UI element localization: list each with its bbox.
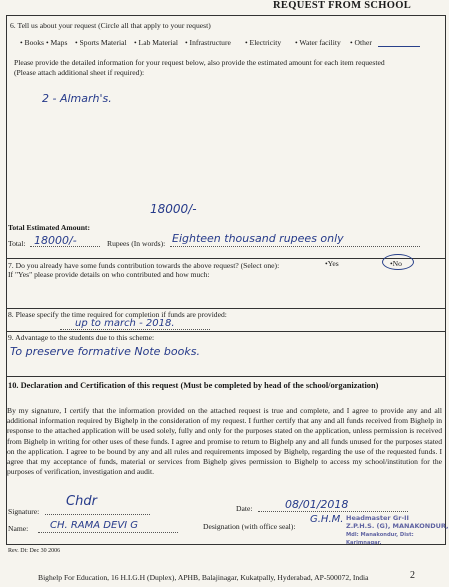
signature-label: Signature: [8, 507, 40, 516]
signature-value: Chdr [66, 494, 97, 509]
section8-question: 8. Please specify the time required for completion if funds are provided: [8, 310, 227, 319]
option-yes: •Yes [325, 259, 339, 268]
signature-line [45, 514, 150, 515]
category-lab-material: • Lab Material [134, 38, 178, 47]
page-number: 2 [410, 570, 415, 581]
section6-heading: 6. Tell us about your request (Circle all that apply to your request) [10, 21, 211, 30]
category-other: • Other [350, 38, 372, 47]
section8-answer: up to march - 2018. [75, 318, 175, 329]
requested-amount-handwritten: 18000/- [150, 202, 197, 216]
section7-question: 7. Do you already have some funds contribution towards the above request? (Select one): [8, 261, 280, 270]
designation-label: Designation (with office seal): [203, 522, 296, 531]
date-value: 08/01/2018 [285, 498, 349, 511]
requested-items-handwritten: 2 - Almarh's. [42, 92, 112, 105]
no-circle-mark [382, 254, 414, 270]
category-books: • Books [20, 38, 44, 47]
form-title: REQUEST FROM SCHOOL [273, 0, 411, 11]
category-sports-material: • Sports Material [75, 38, 127, 47]
total-heading: Total Estimated Amount: [8, 223, 90, 232]
total-label: Total: [8, 239, 26, 248]
section10-heading: 10. Declaration and Certification of this request (Must be completed by head of the school/organization) [8, 381, 379, 390]
name-label: Name: [8, 524, 29, 533]
total-line [30, 246, 100, 247]
section9-answer: To preserve formative Note books. [10, 345, 200, 358]
seal-line-1: Headmaster Gr-II [346, 514, 409, 522]
total-value: 18000/- [34, 234, 77, 247]
category-water-facility: • Water facility [295, 38, 341, 47]
date-label: Date: [236, 504, 253, 513]
category-infrastructure: • Infrastructure [185, 38, 231, 47]
category-maps: • Maps [46, 38, 68, 47]
option-no: •No [390, 259, 402, 268]
instructions-line-1: Please provide the detailed information for your request below, also provide the estimated amount for each item requested [14, 58, 385, 67]
divider-7 [6, 258, 446, 259]
seal-line-2: Z.P.H.S. (G), MANAKONDUR, [346, 522, 449, 531]
words-line [170, 246, 420, 247]
name-value: CH. RAMA DEVI G [50, 520, 139, 531]
instructions-line-2: (Please attach additional sheet if required): [14, 68, 145, 77]
date-line [258, 511, 408, 512]
section8-line [60, 329, 210, 330]
office-seal [346, 514, 449, 548]
declaration-text: By my signature, I certify that the information provided on the attached request is true and complete, and I agree to provide any and all additional information required by Bighelp in the consideration of my request. I further certify that any and all funds received from Bighelp in response to the attached application will be used solely, fully and only for the purposes stated on the application, unless permission is received from Bighelp in writing for other uses of these funds. I agree and promise to return to Bighelp any and all funds unused for the purposes stated on the application. I agree to be bound by any and all rules and requirements imposed by Bighelp, regarding the use of the requested funds. I agree that my acceptance of funds, material or services from Bighelp gives permission to Bighelp to access my school/institution for the purposes of verification, investigation and audit. [7, 406, 442, 477]
revision-date: Rev. Dt: Dec 30 2006 [8, 548, 61, 554]
category-electricity: • Electricity [245, 38, 282, 47]
seal-line-3: Mdl: Manakondur, Dist: Karimnagar. [346, 531, 414, 547]
section7-followup: If "Yes" please provide details on who contributed and how much: [8, 270, 210, 279]
designation-value: G.H.M. [310, 514, 344, 525]
rupees-in-words-value: Eighteen thousand rupees only [172, 232, 344, 245]
section9-question: 9. Advantage to the students due to this scheme: [8, 333, 155, 342]
divider-8 [6, 308, 446, 309]
name-line [38, 532, 178, 533]
divider-10 [6, 376, 446, 377]
divider-9 [6, 331, 446, 332]
rupees-in-words-label: Rupees (In words): [107, 239, 166, 248]
other-line [378, 46, 420, 47]
footer-address: Bighelp For Education, 16 H.I.G.H (Duplex), APHB, Balajinagar, Kukatpally, Hyderabad, AP-500072, India [38, 573, 369, 582]
